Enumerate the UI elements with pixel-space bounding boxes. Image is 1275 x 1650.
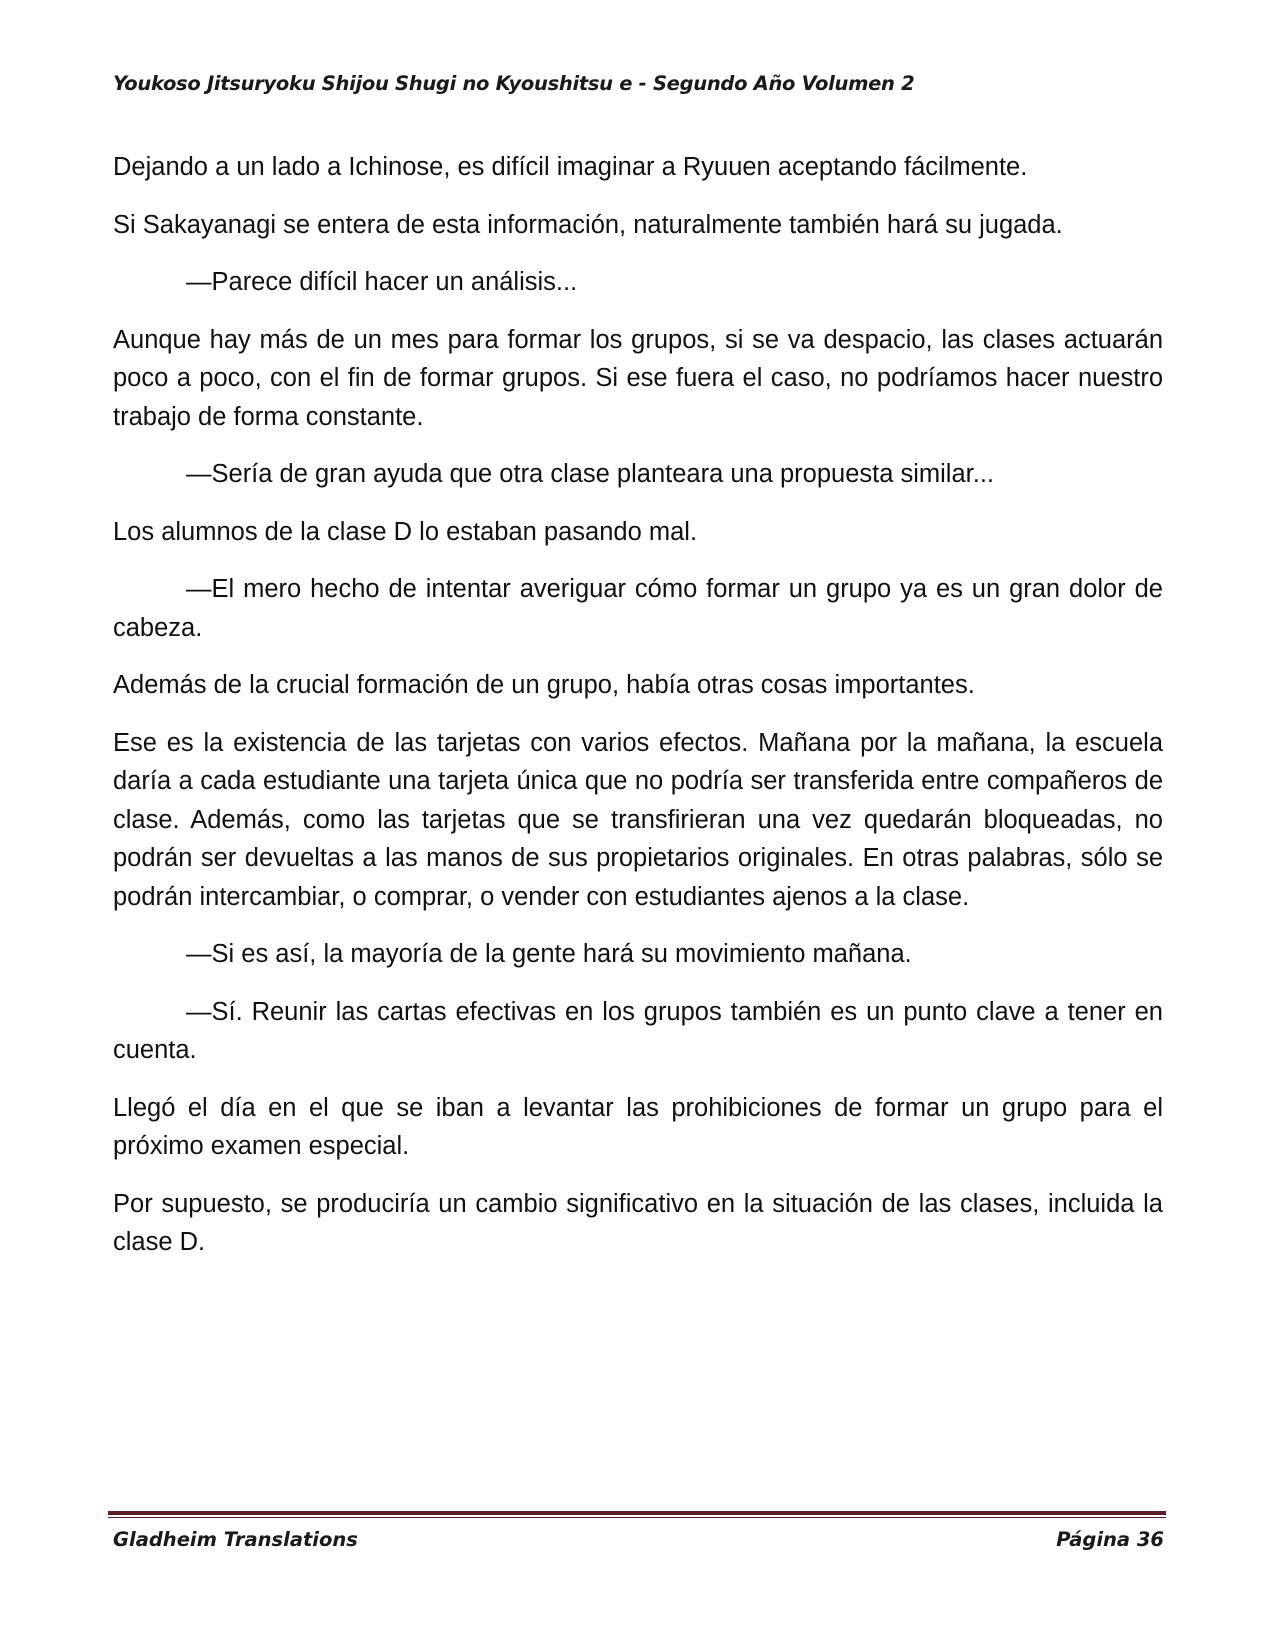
paragraph: Llegó el día en el que se iban a levantar las prohibiciones de formar un grupo para el próximo examen especial. [113, 1093, 1163, 1160]
footer-divider-thick-line [108, 1511, 1166, 1515]
dialogue-paragraph: —El mero hecho de intentar averiguar cómo formar un grupo ya es un gran dolor de cabeza. [113, 575, 1163, 642]
paragraph: Aunque hay más de un mes para formar los grupos, si se va despacio, las clases actuarán poco a poco, con el fin de formar grupos. Si ese fuera el caso, no podríamos hacer nuestro trabajo de forma constante. [113, 325, 1163, 431]
footer-page-number: Página 36 [1056, 1528, 1164, 1551]
dialogue-paragraph: —Parece difícil hacer un análisis... [186, 268, 578, 296]
paragraph: Los alumnos de la clase D lo estaban pasando mal. [113, 517, 698, 546]
paragraph: Por supuesto, se produciría un cambio significativo en la situación de las clases, incluida la clase D. [113, 1189, 1163, 1256]
footer-divider [108, 1511, 1166, 1520]
paragraph: Además de la crucial formación de un grupo, había otras cosas importantes. [113, 671, 975, 699]
page-body [113, 148, 1163, 1281]
footer-divider-thin-line [108, 1517, 1166, 1518]
dialogue-paragraph: —Sí. Reunir las cartas efectivas en los grupos también es un punto clave a tener en cuenta. [113, 997, 1163, 1064]
paragraph: Ese es la existencia de las tarjetas con varios efectos. Mañana por la mañana, la escuela daría a cada estudiante una tarjeta única que no podría ser transferida entre compañeros de clase. Además, como las tarjetas que se transfirieran una vez quedarán bloqueadas, no podrán ser devueltas a las manos de sus propietarios originales. En otras palabras, sólo se podrán intercambiar, o comprar, o vender con estudiantes ajenos a la clase. [113, 728, 1163, 911]
dialogue-paragraph: —Si es así, la mayoría de la gente hará su movimiento mañana. [186, 940, 912, 968]
dialogue-paragraph: —Sería de gran ayuda que otra clase planteara una propuesta similar... [186, 460, 994, 488]
running-header: Youkoso Jitsuryoku Shijou Shugi no Kyoushitsu e - Segundo Año Volumen 2 [113, 72, 915, 95]
paragraph: Si Sakayanagi se entera de esta información, naturalmente también hará su jugada. [113, 210, 1063, 239]
paragraph: Dejando a un lado a Ichinose, es difícil imaginar a Ryuuen aceptando fácilmente. [113, 153, 1028, 181]
footer-translator-credit: Gladheim Translations [113, 1528, 358, 1551]
